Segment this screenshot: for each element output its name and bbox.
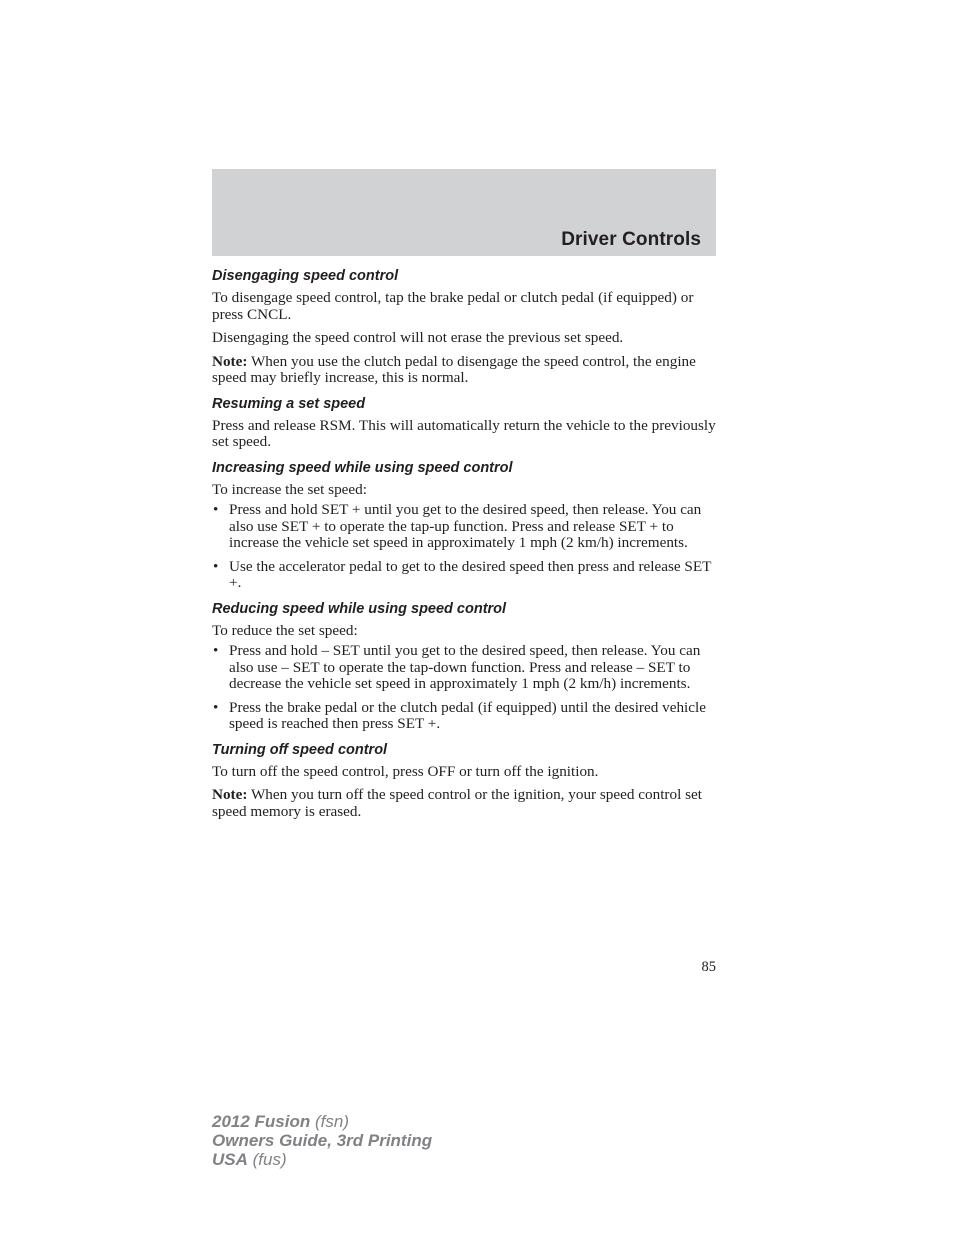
section-disengaging — [212, 266, 716, 387]
list-item — [212, 502, 716, 552]
footer-model-code: (fsn) — [310, 1112, 349, 1131]
section-reducing — [212, 599, 716, 733]
paragraph: To increase the set speed: — [212, 480, 367, 498]
paragraph: To reduce the set speed: — [212, 621, 358, 639]
list-item-text: Press and hold SET + until you get to the desired speed, then release. You can also use SET + to operate the tap-up function. Press and release SET + to increase the vehicle set speed in approximately 1 mph (2 km/h) increments. — [229, 501, 702, 551]
page-content — [212, 266, 716, 827]
footer-model: 2012 Fusion — [212, 1112, 311, 1131]
bullet-icon: • — [213, 698, 219, 716]
note-label: Note: — [212, 786, 248, 803]
footer-line-market — [212, 1150, 432, 1169]
section-heading: Resuming a set speed — [212, 395, 366, 412]
section-heading: Turning off speed control — [212, 741, 388, 758]
page-number: 85 — [701, 959, 716, 975]
list-item — [212, 700, 716, 733]
footer-line-guide — [212, 1131, 432, 1150]
note-paragraph — [212, 787, 716, 820]
footer-market-code: (fus) — [247, 1150, 287, 1169]
section-turning-off — [212, 740, 716, 821]
note-label: Note: — [212, 352, 248, 370]
section-increasing — [212, 458, 716, 592]
section-heading: Reducing speed while using speed control — [212, 600, 507, 617]
paragraph: Disengaging the speed control will not erase the previous set speed. — [212, 329, 624, 346]
list-item-text: Press and hold – SET until you get to the desired speed, then release. You can also use – SET to operate the tap-down function. Press and release – SET to decrease the vehicle set speed in approximately 1 mph (2 km/h) increments. — [229, 642, 701, 692]
bullet-list — [212, 502, 716, 592]
list-item-text: Use the accelerator pedal to get to the desired speed then press and release SET +. — [229, 557, 712, 591]
list-item — [212, 559, 716, 592]
paragraph: To disengage speed control, tap the brake pedal or clutch pedal (if equipped) or press CNCL. — [212, 289, 694, 323]
bullet-icon: • — [213, 501, 219, 518]
footer-guide: Owners Guide, 3rd Printing — [212, 1131, 433, 1150]
note-paragraph — [212, 354, 716, 387]
bullet-icon: • — [213, 642, 219, 659]
section-resuming — [212, 394, 716, 451]
bullet-icon: • — [213, 557, 219, 575]
paragraph: To turn off the speed control, press OFF or turn off the ignition. — [212, 762, 599, 780]
footer-publication-info — [212, 1112, 432, 1169]
note-text: When you turn off the speed control or the ignition, your speed control set speed memory is erased. — [212, 786, 702, 820]
section-heading: Increasing speed while using speed control — [212, 459, 513, 476]
section-header-band — [212, 169, 716, 256]
section-title: Driver Controls — [561, 229, 701, 250]
list-item — [212, 643, 716, 693]
footer-line-model — [212, 1112, 432, 1131]
paragraph: Press and release RSM. This will automatically return the vehicle to the previously set speed. — [212, 416, 716, 450]
footer-market: USA — [212, 1150, 248, 1169]
note-text: When you use the clutch pedal to disengage the speed control, the engine speed may briefly increase, this is normal. — [212, 352, 696, 386]
bullet-list — [212, 643, 716, 733]
section-heading: Disengaging speed control — [212, 268, 399, 284]
list-item-text: Press the brake pedal or the clutch pedal (if equipped) until the desired vehicle speed is reached then press SET +. — [229, 698, 706, 732]
